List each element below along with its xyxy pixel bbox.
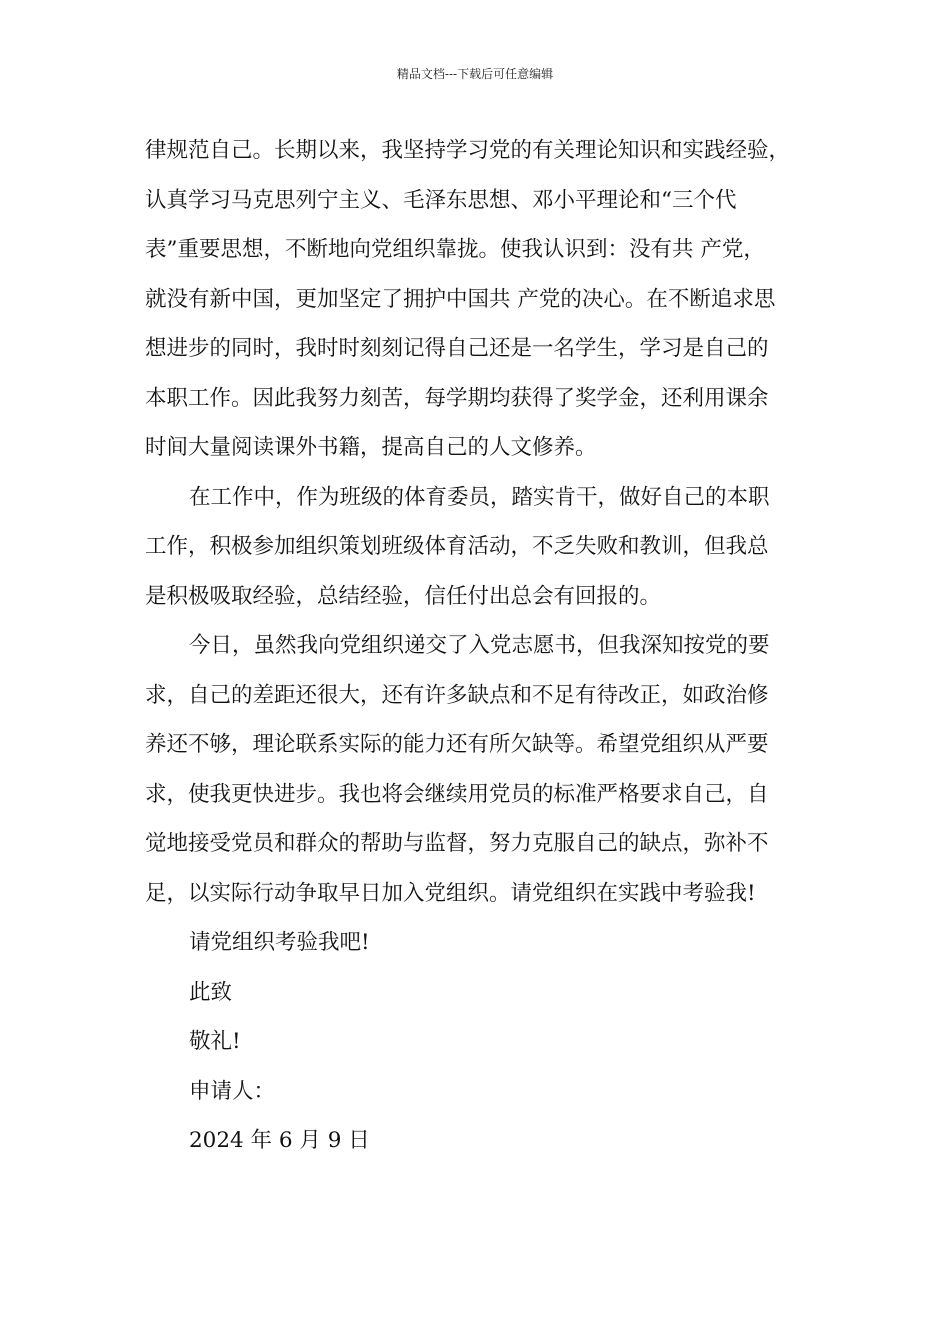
date-line: 2024 年 6 月 9 日 [189,1128,370,1153]
text-line: 工作，积极参加组织策划班级体育活动，不乏失败和教训，但我总 [145,534,769,559]
text-line: 本职工作。因此我努力刻苦，每学期均获得了奖学金，还利用课余 [145,385,769,411]
page-header: 精品文档---下载后可任意编辑 [396,67,554,81]
text-line: 就没有新中国，更加坚定了拥护中国共 产党的决心。在不断追求思 [145,286,776,312]
paragraph-start-line: 今日，虽然我向党组织递交了入党志愿书，但我深知按党的要 [189,633,770,658]
text-line: 养还不够，理论联系实际的能力还有所欠缺等。希望党组织从严要 [145,732,769,757]
text-line: 是积极吸取经验，总结经验，信任付出总会有回报的。 [145,583,662,609]
closing-line: 请党组织考验我吧! [189,930,370,955]
salutation-line: 敬礼! [189,1029,241,1054]
text-line: 时间大量阅读课外书籍，提高自己的人文修养。 [145,435,597,460]
text-line: 律规范自己。长期以来，我坚持学习党的有关理论知识和实践经验， [145,138,791,163]
text-line: 求，使我更快进步。我也将会继续用党员的标准严格要求自己，自 [145,781,769,807]
text-line: 认真学习马克思列宁主义、毛泽东思想、邓小平理论和“三个代 [145,187,737,213]
paragraph-start-line: 在工作中，作为班级的体育委员，踏实肯干，做好自己的本职 [189,484,770,510]
applicant-label: 申请人： [189,1078,276,1104]
text-line: 足，以实际行动争取早日加入党组织。请党组织在实践中考验我! [145,880,756,906]
text-line: 想进步的同时，我时时刻刻记得自己还是一名学生，学习是自己的 [145,336,769,361]
text-line: 求，自己的差距还很大，还有许多缺点和不足有待改正，如政治修 [145,682,769,708]
salutation-line: 此致 [189,979,233,1005]
text-line: 觉地接受党员和群众的帮助与监督，努力克服自己的缺点，弥补不 [145,831,769,856]
document-body [145,126,830,1166]
text-line: 表”重要思想，不断地向党组织靠拢。使我认识到：没有共 产党， [145,237,765,262]
